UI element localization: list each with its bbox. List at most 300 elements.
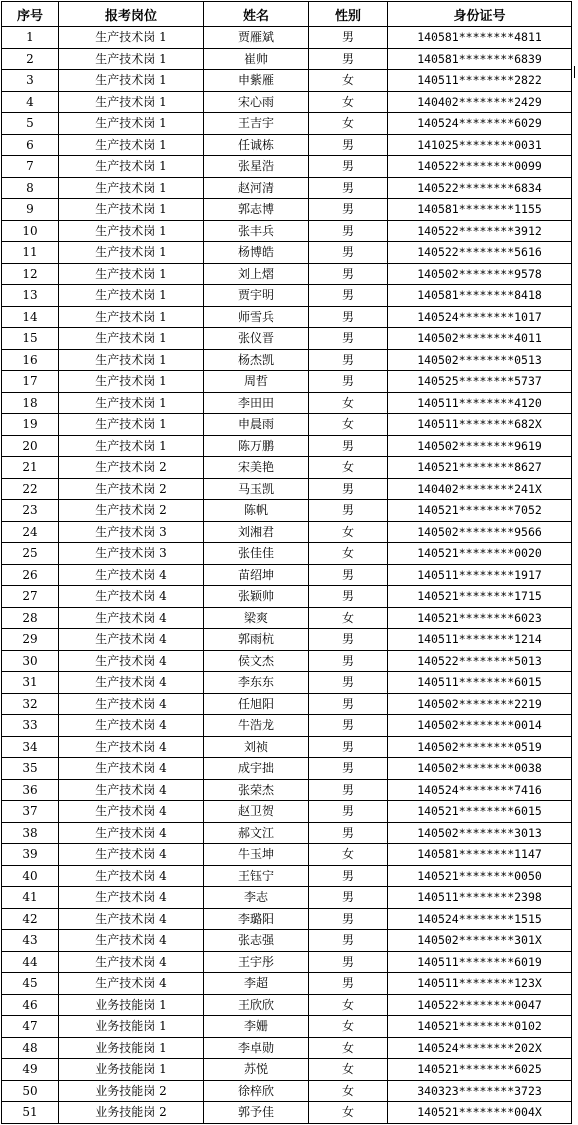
cell-gender: 男 xyxy=(309,822,388,844)
cell-index: 10 xyxy=(2,220,59,242)
cell-index: 5 xyxy=(2,113,59,135)
table-row xyxy=(2,91,572,113)
cell-id-number: 340323********3723 xyxy=(388,1080,572,1102)
table-row xyxy=(2,27,572,49)
table-row xyxy=(2,801,572,823)
table-row xyxy=(2,930,572,952)
cell-position: 生产技术岗 1 xyxy=(59,91,204,113)
cell-position: 业务技能岗 1 xyxy=(59,1016,204,1038)
cell-id-number: 140402********241X xyxy=(388,478,572,500)
cell-position: 生产技术岗 2 xyxy=(59,457,204,479)
cell-gender: 男 xyxy=(309,693,388,715)
table-row xyxy=(2,908,572,930)
cell-id-number: 140511********123X xyxy=(388,973,572,995)
cell-gender: 女 xyxy=(309,113,388,135)
cell-position: 生产技术岗 1 xyxy=(59,435,204,457)
cell-name: 崔帅 xyxy=(204,48,309,70)
cell-index: 3 xyxy=(2,70,59,92)
cell-name: 牛玉坤 xyxy=(204,844,309,866)
cell-id-number: 140521********1715 xyxy=(388,586,572,608)
cell-id-number: 140511********682X xyxy=(388,414,572,436)
cell-position: 业务技能岗 2 xyxy=(59,1080,204,1102)
cell-gender: 男 xyxy=(309,715,388,737)
cell-name: 师雪兵 xyxy=(204,306,309,328)
cell-position: 生产技术岗 1 xyxy=(59,199,204,221)
cell-index: 9 xyxy=(2,199,59,221)
table-row xyxy=(2,779,572,801)
cell-id-number: 140502********9619 xyxy=(388,435,572,457)
cell-index: 29 xyxy=(2,629,59,651)
cell-id-number: 140511********2822 xyxy=(388,70,572,92)
cell-gender: 男 xyxy=(309,779,388,801)
cell-index: 21 xyxy=(2,457,59,479)
cell-id-number: 140502********0014 xyxy=(388,715,572,737)
cell-name: 贾宇明 xyxy=(204,285,309,307)
cell-position: 生产技术岗 3 xyxy=(59,543,204,565)
cell-gender: 男 xyxy=(309,500,388,522)
table-row xyxy=(2,392,572,414)
cell-index: 41 xyxy=(2,887,59,909)
cell-index: 37 xyxy=(2,801,59,823)
cell-position: 生产技术岗 4 xyxy=(59,887,204,909)
cell-name: 牛浩龙 xyxy=(204,715,309,737)
table-row xyxy=(2,543,572,565)
cell-id-number: 140524********1515 xyxy=(388,908,572,930)
cell-gender: 女 xyxy=(309,844,388,866)
table-row xyxy=(2,887,572,909)
cell-position: 生产技术岗 4 xyxy=(59,586,204,608)
cell-id-number: 140581********4811 xyxy=(388,27,572,49)
cell-id-number: 140511********1214 xyxy=(388,629,572,651)
cell-position: 生产技术岗 1 xyxy=(59,220,204,242)
cell-name: 宋心雨 xyxy=(204,91,309,113)
cell-position: 生产技术岗 2 xyxy=(59,478,204,500)
cell-id-number: 140522********6834 xyxy=(388,177,572,199)
table-row xyxy=(2,306,572,328)
cell-position: 生产技术岗 4 xyxy=(59,629,204,651)
cell-position: 生产技术岗 4 xyxy=(59,715,204,737)
cell-index: 39 xyxy=(2,844,59,866)
cell-id-number: 140502********9578 xyxy=(388,263,572,285)
cell-id-number: 140521********0102 xyxy=(388,1016,572,1038)
cell-position: 生产技术岗 1 xyxy=(59,285,204,307)
cell-name: 王吉宇 xyxy=(204,113,309,135)
cell-gender: 男 xyxy=(309,27,388,49)
cell-index: 36 xyxy=(2,779,59,801)
cell-name: 任诚栋 xyxy=(204,134,309,156)
cell-id-number: 140524********202X xyxy=(388,1037,572,1059)
cell-index: 27 xyxy=(2,586,59,608)
cell-position: 生产技术岗 4 xyxy=(59,758,204,780)
cell-index: 48 xyxy=(2,1037,59,1059)
cell-id-number: 140524********1017 xyxy=(388,306,572,328)
cell-index: 31 xyxy=(2,672,59,694)
cell-gender: 女 xyxy=(309,1080,388,1102)
table-row xyxy=(2,564,572,586)
cell-index: 15 xyxy=(2,328,59,350)
table-row xyxy=(2,607,572,629)
cell-index: 43 xyxy=(2,930,59,952)
table-row xyxy=(2,435,572,457)
cell-index: 47 xyxy=(2,1016,59,1038)
table-row xyxy=(2,328,572,350)
cell-position: 生产技术岗 4 xyxy=(59,607,204,629)
cell-gender: 女 xyxy=(309,457,388,479)
cell-index: 20 xyxy=(2,435,59,457)
cell-name: 陈万鹏 xyxy=(204,435,309,457)
cell-name: 徐梓欣 xyxy=(204,1080,309,1102)
table-row xyxy=(2,500,572,522)
table-row xyxy=(2,285,572,307)
table-row xyxy=(2,134,572,156)
cell-position: 生产技术岗 1 xyxy=(59,392,204,414)
cell-index: 49 xyxy=(2,1059,59,1081)
cell-index: 44 xyxy=(2,951,59,973)
cell-gender: 男 xyxy=(309,478,388,500)
table-row xyxy=(2,1016,572,1038)
cell-index: 33 xyxy=(2,715,59,737)
cell-id-number: 140502********2219 xyxy=(388,693,572,715)
cell-name: 张颖帅 xyxy=(204,586,309,608)
cell-index: 34 xyxy=(2,736,59,758)
cell-index: 40 xyxy=(2,865,59,887)
cell-index: 51 xyxy=(2,1102,59,1124)
header-gender: 性别 xyxy=(309,2,388,27)
table-row xyxy=(2,113,572,135)
cell-id-number: 140502********0519 xyxy=(388,736,572,758)
cell-id-number: 140581********1155 xyxy=(388,199,572,221)
cell-id-number: 140522********5616 xyxy=(388,242,572,264)
table-row xyxy=(2,349,572,371)
cell-index: 12 xyxy=(2,263,59,285)
cell-gender: 男 xyxy=(309,134,388,156)
header-name: 姓名 xyxy=(204,2,309,27)
cell-gender: 女 xyxy=(309,1037,388,1059)
cell-gender: 男 xyxy=(309,371,388,393)
cell-index: 50 xyxy=(2,1080,59,1102)
cell-position: 生产技术岗 4 xyxy=(59,844,204,866)
cell-id-number: 140521********6015 xyxy=(388,801,572,823)
table-row xyxy=(2,1037,572,1059)
cell-gender: 男 xyxy=(309,48,388,70)
cell-name: 申晨雨 xyxy=(204,414,309,436)
cell-id-number: 140521********7052 xyxy=(388,500,572,522)
cell-gender: 女 xyxy=(309,1059,388,1081)
cell-position: 业务技能岗 1 xyxy=(59,994,204,1016)
cell-name: 李东东 xyxy=(204,672,309,694)
cell-position: 业务技能岗 1 xyxy=(59,1059,204,1081)
cell-gender: 男 xyxy=(309,328,388,350)
table-row xyxy=(2,48,572,70)
cell-position: 生产技术岗 1 xyxy=(59,328,204,350)
table-row xyxy=(2,822,572,844)
cell-gender: 男 xyxy=(309,951,388,973)
cell-id-number: 140502********3013 xyxy=(388,822,572,844)
cell-id-number: 140524********7416 xyxy=(388,779,572,801)
cell-index: 14 xyxy=(2,306,59,328)
cell-index: 13 xyxy=(2,285,59,307)
cell-gender: 男 xyxy=(309,908,388,930)
header-id-number: 身份证号 xyxy=(388,2,572,27)
cell-position: 生产技术岗 4 xyxy=(59,736,204,758)
cell-gender: 男 xyxy=(309,672,388,694)
cell-position: 生产技术岗 4 xyxy=(59,672,204,694)
table-row xyxy=(2,736,572,758)
cell-name: 李璐阳 xyxy=(204,908,309,930)
cell-position: 生产技术岗 4 xyxy=(59,908,204,930)
cell-name: 苗绍坤 xyxy=(204,564,309,586)
cell-name: 梁爽 xyxy=(204,607,309,629)
edge-mark xyxy=(574,66,575,78)
cell-index: 24 xyxy=(2,521,59,543)
cell-name: 陈帆 xyxy=(204,500,309,522)
cell-id-number: 140502********0038 xyxy=(388,758,572,780)
table-row xyxy=(2,478,572,500)
cell-name: 郭雨杭 xyxy=(204,629,309,651)
cell-name: 杨博皓 xyxy=(204,242,309,264)
cell-position: 生产技术岗 1 xyxy=(59,70,204,92)
table-row xyxy=(2,263,572,285)
cell-id-number: 140511********6015 xyxy=(388,672,572,694)
table-row xyxy=(2,693,572,715)
table-row xyxy=(2,951,572,973)
cell-gender: 男 xyxy=(309,586,388,608)
cell-position: 生产技术岗 1 xyxy=(59,371,204,393)
cell-index: 32 xyxy=(2,693,59,715)
cell-index: 18 xyxy=(2,392,59,414)
cell-position: 生产技术岗 1 xyxy=(59,414,204,436)
cell-id-number: 140511********2398 xyxy=(388,887,572,909)
cell-id-number: 140581********6839 xyxy=(388,48,572,70)
cell-gender: 男 xyxy=(309,199,388,221)
cell-name: 王宇彤 xyxy=(204,951,309,973)
table-row xyxy=(2,371,572,393)
cell-name: 张丰兵 xyxy=(204,220,309,242)
cell-index: 23 xyxy=(2,500,59,522)
cell-index: 22 xyxy=(2,478,59,500)
cell-name: 刘祯 xyxy=(204,736,309,758)
cell-position: 生产技术岗 4 xyxy=(59,973,204,995)
cell-gender: 男 xyxy=(309,564,388,586)
cell-name: 张仪晋 xyxy=(204,328,309,350)
cell-gender: 女 xyxy=(309,1102,388,1124)
cell-position: 生产技术岗 4 xyxy=(59,801,204,823)
cell-name: 李姗 xyxy=(204,1016,309,1038)
cell-index: 1 xyxy=(2,27,59,49)
table-row xyxy=(2,1102,572,1124)
cell-name: 杨杰凯 xyxy=(204,349,309,371)
cell-id-number: 140502********4011 xyxy=(388,328,572,350)
table-row xyxy=(2,156,572,178)
cell-position: 生产技术岗 1 xyxy=(59,27,204,49)
cell-index: 28 xyxy=(2,607,59,629)
cell-name: 郭志博 xyxy=(204,199,309,221)
header-position: 报考岗位 xyxy=(59,2,204,27)
cell-gender: 男 xyxy=(309,736,388,758)
cell-index: 4 xyxy=(2,91,59,113)
cell-id-number: 140581********8418 xyxy=(388,285,572,307)
cell-id-number: 140522********0099 xyxy=(388,156,572,178)
table-row xyxy=(2,177,572,199)
cell-id-number: 140521********6023 xyxy=(388,607,572,629)
cell-gender: 男 xyxy=(309,629,388,651)
cell-id-number: 140525********5737 xyxy=(388,371,572,393)
cell-index: 26 xyxy=(2,564,59,586)
cell-index: 2 xyxy=(2,48,59,70)
cell-gender: 男 xyxy=(309,801,388,823)
cell-index: 8 xyxy=(2,177,59,199)
cell-position: 生产技术岗 1 xyxy=(59,349,204,371)
cell-position: 生产技术岗 1 xyxy=(59,177,204,199)
cell-name: 苏悦 xyxy=(204,1059,309,1081)
cell-name: 申紫雁 xyxy=(204,70,309,92)
cell-name: 任旭阳 xyxy=(204,693,309,715)
table-row xyxy=(2,758,572,780)
cell-index: 11 xyxy=(2,242,59,264)
cell-gender: 男 xyxy=(309,930,388,952)
cell-name: 王欣欣 xyxy=(204,994,309,1016)
cell-name: 李卓勋 xyxy=(204,1037,309,1059)
table-row xyxy=(2,650,572,672)
table-row xyxy=(2,672,572,694)
cell-gender: 女 xyxy=(309,91,388,113)
cell-gender: 男 xyxy=(309,973,388,995)
table-row xyxy=(2,844,572,866)
cell-index: 7 xyxy=(2,156,59,178)
cell-name: 张志强 xyxy=(204,930,309,952)
cell-name: 刘湘君 xyxy=(204,521,309,543)
cell-id-number: 140511********4120 xyxy=(388,392,572,414)
table-row xyxy=(2,715,572,737)
table-row xyxy=(2,242,572,264)
cell-gender: 女 xyxy=(309,70,388,92)
cell-gender: 男 xyxy=(309,220,388,242)
table-row xyxy=(2,629,572,651)
cell-gender: 男 xyxy=(309,650,388,672)
cell-id-number: 140521********6025 xyxy=(388,1059,572,1081)
cell-position: 生产技术岗 4 xyxy=(59,930,204,952)
cell-id-number: 141025********0031 xyxy=(388,134,572,156)
cell-gender: 女 xyxy=(309,543,388,565)
cell-id-number: 140511********6019 xyxy=(388,951,572,973)
cell-name: 李志 xyxy=(204,887,309,909)
cell-index: 45 xyxy=(2,973,59,995)
table-row xyxy=(2,586,572,608)
cell-position: 生产技术岗 1 xyxy=(59,263,204,285)
cell-gender: 女 xyxy=(309,1016,388,1038)
cell-id-number: 140502********9566 xyxy=(388,521,572,543)
cell-gender: 男 xyxy=(309,349,388,371)
cell-id-number: 140502********301X xyxy=(388,930,572,952)
cell-index: 17 xyxy=(2,371,59,393)
cell-name: 郭予佳 xyxy=(204,1102,309,1124)
cell-position: 生产技术岗 1 xyxy=(59,113,204,135)
cell-id-number: 140502********0513 xyxy=(388,349,572,371)
table-row xyxy=(2,414,572,436)
cell-gender: 男 xyxy=(309,758,388,780)
header-row xyxy=(2,2,572,27)
cell-position: 生产技术岗 1 xyxy=(59,134,204,156)
cell-name: 赵卫贺 xyxy=(204,801,309,823)
cell-gender: 女 xyxy=(309,414,388,436)
cell-name: 马玉凯 xyxy=(204,478,309,500)
cell-position: 生产技术岗 4 xyxy=(59,779,204,801)
cell-name: 刘上熠 xyxy=(204,263,309,285)
table-row xyxy=(2,220,572,242)
table-row xyxy=(2,1059,572,1081)
cell-gender: 男 xyxy=(309,865,388,887)
cell-index: 16 xyxy=(2,349,59,371)
cell-index: 6 xyxy=(2,134,59,156)
cell-name: 张佳佳 xyxy=(204,543,309,565)
cell-position: 生产技术岗 1 xyxy=(59,48,204,70)
cell-index: 30 xyxy=(2,650,59,672)
cell-gender: 男 xyxy=(309,242,388,264)
table-row xyxy=(2,521,572,543)
cell-index: 35 xyxy=(2,758,59,780)
cell-id-number: 140522********5013 xyxy=(388,650,572,672)
cell-position: 生产技术岗 4 xyxy=(59,951,204,973)
table-row xyxy=(2,865,572,887)
cell-name: 张荣杰 xyxy=(204,779,309,801)
cell-position: 业务技能岗 2 xyxy=(59,1102,204,1124)
cell-name: 贾雁斌 xyxy=(204,27,309,49)
cell-gender: 女 xyxy=(309,521,388,543)
candidate-table xyxy=(1,1,572,1124)
cell-id-number: 140521********004X xyxy=(388,1102,572,1124)
cell-gender: 男 xyxy=(309,156,388,178)
cell-id-number: 140522********3912 xyxy=(388,220,572,242)
header-index: 序号 xyxy=(2,2,59,27)
cell-gender: 男 xyxy=(309,285,388,307)
cell-id-number: 140402********2429 xyxy=(388,91,572,113)
cell-index: 25 xyxy=(2,543,59,565)
table-row xyxy=(2,457,572,479)
cell-index: 46 xyxy=(2,994,59,1016)
cell-id-number: 140524********6029 xyxy=(388,113,572,135)
cell-gender: 男 xyxy=(309,887,388,909)
cell-name: 周哲 xyxy=(204,371,309,393)
table-body xyxy=(2,27,572,1124)
cell-position: 生产技术岗 2 xyxy=(59,500,204,522)
cell-gender: 男 xyxy=(309,263,388,285)
cell-name: 王钰宁 xyxy=(204,865,309,887)
cell-name: 成宇拙 xyxy=(204,758,309,780)
cell-gender: 女 xyxy=(309,994,388,1016)
cell-position: 生产技术岗 1 xyxy=(59,156,204,178)
cell-gender: 女 xyxy=(309,607,388,629)
cell-gender: 男 xyxy=(309,177,388,199)
table-row xyxy=(2,199,572,221)
cell-position: 生产技术岗 4 xyxy=(59,650,204,672)
cell-id-number: 140521********0020 xyxy=(388,543,572,565)
cell-index: 38 xyxy=(2,822,59,844)
table-row xyxy=(2,973,572,995)
cell-index: 42 xyxy=(2,908,59,930)
cell-id-number: 140581********1147 xyxy=(388,844,572,866)
table-row xyxy=(2,994,572,1016)
cell-id-number: 140521********0050 xyxy=(388,865,572,887)
cell-position: 生产技术岗 4 xyxy=(59,865,204,887)
cell-name: 李超 xyxy=(204,973,309,995)
cell-id-number: 140522********0047 xyxy=(388,994,572,1016)
cell-name: 张星浩 xyxy=(204,156,309,178)
cell-name: 侯文杰 xyxy=(204,650,309,672)
cell-gender: 男 xyxy=(309,435,388,457)
cell-name: 郝文江 xyxy=(204,822,309,844)
cell-position: 业务技能岗 1 xyxy=(59,1037,204,1059)
cell-position: 生产技术岗 4 xyxy=(59,564,204,586)
